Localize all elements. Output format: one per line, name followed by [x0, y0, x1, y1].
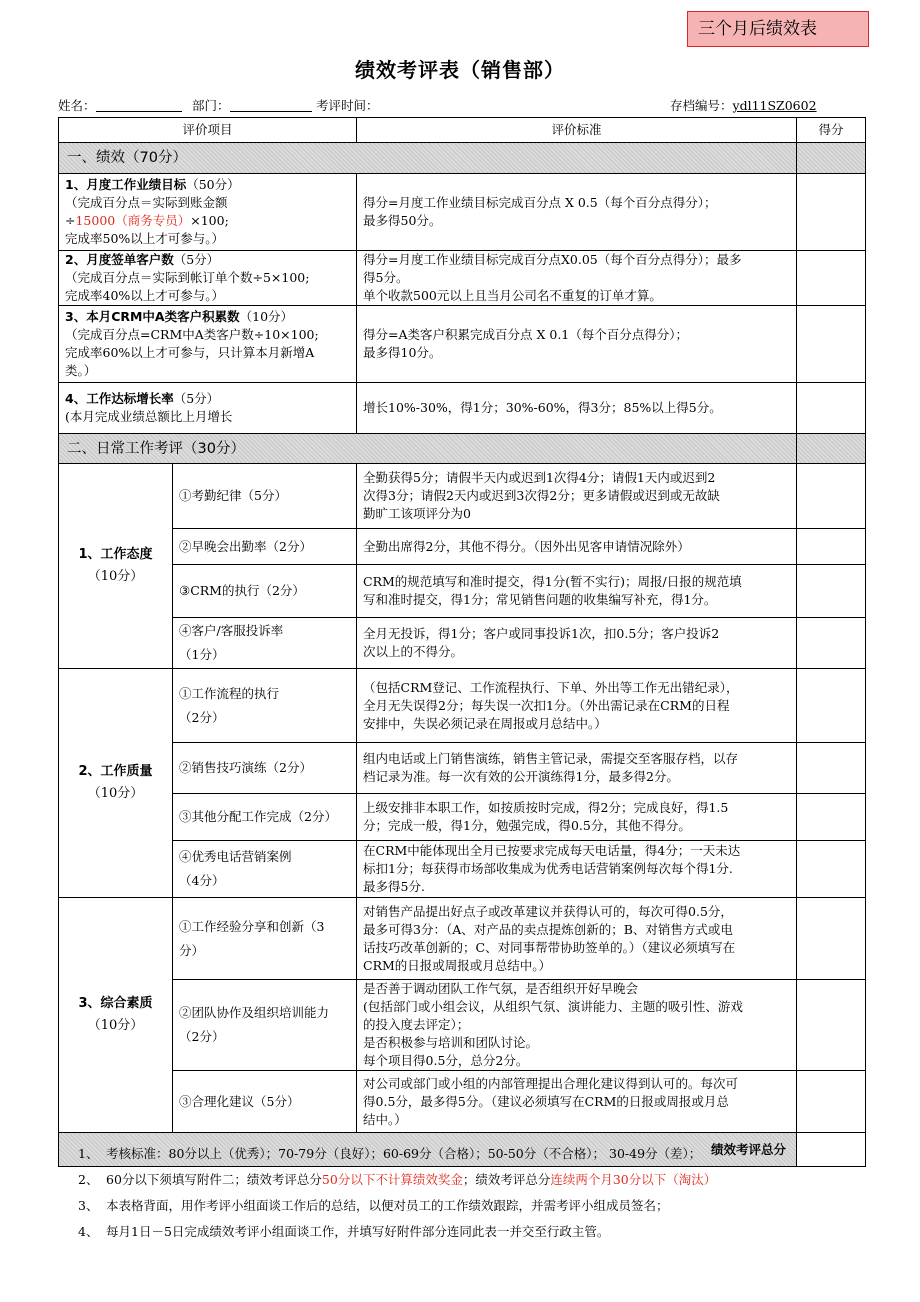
- sub-item: [173, 529, 357, 565]
- criteria-line: 最多得5分.: [363, 879, 425, 894]
- criteria-line: 标扣1分；每获得市场部收集成为优秀电话营销案例每次每个得1分.: [363, 861, 733, 876]
- score-cell[interactable]: [797, 383, 866, 434]
- sub-item-criteria: [357, 618, 797, 669]
- sub-item: [173, 898, 357, 980]
- sub-item-criteria: [357, 841, 797, 898]
- sub-item-criteria: [357, 743, 797, 794]
- table-row: [59, 306, 866, 383]
- criteria-line: 分；完成一般，得1分，勉强完成，得0.5分，其他不得分。: [363, 818, 691, 833]
- category-cell: [59, 669, 173, 898]
- criteria-line: 全月无投诉，得1分；客户或同事投诉1次，扣0.5分；客户投诉2: [363, 626, 720, 641]
- kpi-criteria: [357, 383, 797, 434]
- sub-item-criteria: [357, 794, 797, 841]
- sub-item: [173, 841, 357, 898]
- sub-item-label: （2分）: [179, 709, 225, 725]
- notes: [78, 1141, 878, 1245]
- criteria-line: 得分=月度工作业绩目标完成百分点 X 0.5（每个百分点得分）；: [363, 195, 717, 210]
- kpi-desc: (本月完成业绩总额比上月增长: [65, 409, 233, 424]
- criteria-line: 对公司或部门或小组的内部管理提出合理化建议得到认可的。每次可: [363, 1075, 739, 1091]
- page-title: 绩效考评表（销售部）: [355, 58, 565, 82]
- section-title: 一、绩效（70分）: [59, 143, 797, 174]
- criteria-line: 单个收款500元以上且当月公司名不重复的订单才算。: [363, 288, 662, 303]
- kpi-desc-text: （完成百分点＝实际到账金额÷: [65, 195, 228, 228]
- header-item: 评价项目: [59, 118, 357, 143]
- criteria-line: 勤旷工该项评分为0: [363, 506, 471, 521]
- sub-item: [173, 743, 357, 794]
- note-line: [78, 1219, 878, 1245]
- note-text: ；绩效考评总分: [462, 1172, 551, 1187]
- criteria-line: 最多得10分。: [363, 345, 442, 360]
- criteria-line: 次得3分；请假2天内或迟到3次得2分；更多请假或迟到或无故缺: [363, 488, 720, 503]
- kpi-item: [59, 174, 357, 251]
- sub-item-criteria: [357, 565, 797, 618]
- sub-item: [173, 618, 357, 669]
- dept-label: 部门：: [192, 98, 230, 113]
- table-header: [59, 118, 866, 143]
- note-highlight: 连续两个月30分以下（淘汰）: [550, 1172, 717, 1187]
- kpi-name: 4、工作达标增长率: [65, 391, 174, 406]
- note-number: 4、: [78, 1224, 99, 1239]
- table-row: [59, 841, 866, 898]
- kpi-desc: （完成百分点=CRM中A类客户数÷10×100;: [65, 327, 319, 342]
- kpi-desc: 类。）: [65, 363, 97, 378]
- score-cell[interactable]: [797, 618, 866, 669]
- table-row: [59, 565, 866, 618]
- sub-item-label: （2分）: [179, 1029, 225, 1044]
- archive-number: [670, 96, 817, 116]
- criteria-line: 结中。）: [363, 1111, 407, 1127]
- kpi-desc: [65, 194, 350, 230]
- note-highlight: 50分以下不计算绩效奖金: [321, 1172, 463, 1187]
- kpi-desc: 完成率50%以上才可参与。）: [65, 231, 225, 246]
- table-row: [59, 464, 866, 529]
- note-number: 3、: [78, 1198, 99, 1213]
- criteria-line: 增长10%-30%，得1分；30%-60%，得3分；85%以上得5分。: [363, 400, 722, 415]
- kpi-item: [59, 306, 357, 383]
- kpi-desc: （完成百分点＝实际到帐订单个数÷5×100;: [65, 270, 310, 285]
- note-line: [78, 1193, 878, 1219]
- criteria-line: 全勤出席得2分，其他不得分。（因外出见客申请情况除外）: [363, 538, 690, 554]
- total-label: 绩效考评总分: [59, 1133, 797, 1167]
- category-name: 3、综合素质: [78, 996, 153, 1011]
- criteria-line: 最多得50分。: [363, 213, 442, 228]
- sub-item-criteria: [357, 898, 797, 980]
- table-row: [59, 794, 866, 841]
- table-row: [59, 1071, 866, 1133]
- score-cell[interactable]: [797, 174, 866, 251]
- note-text: 60分以下须填写附件二；绩效考评总分: [106, 1172, 322, 1187]
- kpi-points: （50分）: [186, 177, 240, 192]
- criteria-line: （包括CRM登记、工作流程执行、下单、外出等工作无出错纪录），: [363, 679, 739, 695]
- category-cell: [59, 464, 173, 669]
- kpi-points: （5分）: [173, 391, 220, 406]
- criteria-line: 得分=月度工作业绩目标完成百分点X0.05（每个百分点得分）；最多: [363, 252, 742, 267]
- table-row: [59, 529, 866, 565]
- score-cell: [797, 434, 866, 464]
- category-points: （10分）: [87, 786, 144, 801]
- score-cell[interactable]: [797, 306, 866, 383]
- sub-item-label: ②早晚会出勤率（2分）: [179, 538, 312, 554]
- sub-item-label: ③其他分配工作完成（2分）: [179, 809, 337, 824]
- table-row: [59, 898, 866, 980]
- note-line: [78, 1141, 878, 1167]
- sub-item-criteria: [357, 980, 797, 1071]
- table-row: [59, 618, 866, 669]
- sub-item-criteria: [357, 1071, 797, 1133]
- section-row: [59, 143, 866, 174]
- table-row: [59, 251, 866, 306]
- note-text: 每月1日－5日完成绩效考评小组面谈工作，并填写好附件部分连同此表一并交至行政主管。: [106, 1224, 610, 1239]
- criteria-line: 安排中，失误必须记录在周报或月总结中。）: [363, 715, 607, 731]
- criteria-line: 得分=A类客户积累完成百分点 X 0.1（每个百分点得分）；: [363, 327, 688, 342]
- table-row: [59, 980, 866, 1071]
- section-row: [59, 434, 866, 464]
- score-cell[interactable]: [797, 794, 866, 841]
- category-name: 1、工作态度: [78, 547, 153, 562]
- table-row: [59, 383, 866, 434]
- sub-item: [173, 794, 357, 841]
- score-cell[interactable]: [797, 251, 866, 306]
- name-field[interactable]: [58, 96, 182, 116]
- criteria-line: 得0.5分，最多得5分。（建议必须填写在CRM的日报或周报或月总: [363, 1093, 729, 1109]
- criteria-line: 对销售产品提出好点子或改革建议并获得认可的，每次可得0.5分，: [363, 903, 733, 919]
- sub-item: [173, 980, 357, 1071]
- category-cell: [59, 898, 173, 1133]
- criteria-line: 上级安排非本职工作，如按质按时完成，得2分；完成良好，得1.5: [363, 800, 729, 815]
- kpi-item: [59, 383, 357, 434]
- score-cell[interactable]: [797, 898, 866, 980]
- criteria-line: 是否善于调动团队工作气氛，是否组织开好早晚会: [363, 981, 639, 996]
- score-cell[interactable]: [797, 464, 866, 529]
- sub-item-label: ②团队协作及组织培训能力: [179, 1005, 330, 1020]
- time-label: 考评时间：: [316, 98, 379, 113]
- sub-item-label: ③合理化建议（5分）: [179, 1093, 300, 1109]
- sub-item-label: ③CRM的执行（2分）: [179, 583, 305, 598]
- score-cell[interactable]: [797, 1071, 866, 1133]
- sub-item: [173, 464, 357, 529]
- criteria-line: CRM的日报或周报或月总结中。）: [363, 957, 552, 973]
- dept-field[interactable]: [192, 96, 312, 116]
- archive-label: 存档编号：: [670, 98, 733, 113]
- sub-item-label: ④优秀电话营销案例: [179, 849, 292, 864]
- sub-item-label: （4分）: [179, 873, 225, 888]
- table-row: [59, 174, 866, 251]
- criteria-line: 次以上的不得分。: [363, 644, 464, 659]
- criteria-line: 话技巧改革创新的；C、对同事帮带协助签单的。）（建议必须填写在: [363, 939, 736, 955]
- criteria-line: 全勤获得5分；请假半天内或迟到1次得4分；请假1天内或迟到2: [363, 470, 716, 485]
- score-cell: [797, 143, 866, 174]
- score-cell[interactable]: [797, 841, 866, 898]
- sub-item: [173, 669, 357, 743]
- name-label: 姓名：: [58, 98, 96, 113]
- note-text: 考核标准：80分以上（优秀）；70-79分（良好）；60-69分（合格）；50-50分（不合格）； 30-49分（差）；: [106, 1146, 702, 1161]
- sub-item-label: ①工作经验分享和创新（3: [179, 918, 325, 934]
- table-row: [59, 743, 866, 794]
- note-number: 2、: [78, 1172, 99, 1187]
- kpi-name: 3、本月CRM中A类客户积累数: [65, 309, 240, 324]
- criteria-line: 写和准时提交，得1分；常见销售问题的收集编写补充，得1分。: [363, 592, 717, 607]
- kpi-target-highlight: 15000（商务专员）: [75, 213, 191, 228]
- note-line: [78, 1167, 878, 1193]
- sub-item-label: ④客户/客服投诉率: [179, 623, 284, 638]
- score-cell[interactable]: [797, 529, 866, 565]
- note-number: 1、: [78, 1146, 99, 1161]
- score-cell[interactable]: [797, 669, 866, 743]
- archive-value: ydl11SZ0602: [732, 98, 817, 113]
- criteria-line: 全月无失误得2分；每失误一次扣1分。（外出需记录在CRM的日程: [363, 697, 730, 713]
- criteria-line: 的投入度去评定）；: [363, 1017, 470, 1032]
- criteria-line: 最多可得3分：（A、对产品的卖点提炼创新的；B、对销售方式或电: [363, 921, 733, 937]
- kpi-item: [59, 251, 357, 306]
- sub-item-criteria: [357, 464, 797, 529]
- status-badge: 三个月后绩效表: [687, 11, 869, 47]
- sub-item: [173, 565, 357, 618]
- note-text: 本表格背面，用作考评小组面谈工作后的总结，以便对员工的工作绩效跟踪，并需考评小组成员签名；: [106, 1198, 669, 1213]
- kpi-desc-text: ×100;: [190, 213, 229, 228]
- section-title: 二、日常工作考评（30分）: [59, 434, 797, 464]
- kpi-desc: 完成率40%以上才可参与。）: [65, 288, 225, 303]
- sub-item: [173, 1071, 357, 1133]
- criteria-line: 组内电话或上门销售演练，销售主管记录，需提交至客服存档，以存: [363, 751, 739, 766]
- kpi-name: 1、月度工作业绩目标: [65, 177, 187, 192]
- score-cell[interactable]: [797, 565, 866, 618]
- kpi-criteria: [357, 174, 797, 251]
- criteria-line: 每个项目得0.5分，总分2分。: [363, 1053, 529, 1068]
- criteria-line: CRM的规范填写和准时提交，得1分(暂不实行)；周报/日报的规范填: [363, 574, 742, 589]
- sub-item-criteria: [357, 529, 797, 565]
- header-score: 得分: [797, 118, 866, 143]
- form-meta: [58, 96, 864, 116]
- kpi-name: 2、月度签单客户数: [65, 252, 174, 267]
- sub-item-label: ①考勤纪律（5分）: [179, 488, 287, 503]
- sub-item-criteria: [357, 669, 797, 743]
- criteria-line: (包括部门或小组会议，从组织气氛、演讲能力、主题的吸引性、游戏: [363, 999, 743, 1014]
- score-cell[interactable]: [797, 743, 866, 794]
- header-criteria: 评价标准: [357, 118, 797, 143]
- category-points: （10分）: [87, 569, 144, 584]
- criteria-line: 在CRM中能体现出全月已按要求完成每天电话量，得4分；一天未达: [363, 843, 741, 858]
- criteria-line: 档记录为准。每一次有效的公开演练得1分，最多得2分。: [363, 769, 679, 784]
- criteria-line: 是否积极参与培训和团队讨论。: [363, 1035, 539, 1050]
- evaluation-table: [58, 117, 866, 1167]
- category-points: （10分）: [87, 1018, 144, 1033]
- kpi-desc: 完成率60%以上才可参与，只计算本月新增A: [65, 345, 315, 360]
- sub-item-label: （1分）: [179, 647, 225, 662]
- kpi-criteria: [357, 306, 797, 383]
- category-name: 2、工作质量: [78, 764, 153, 779]
- criteria-line: 得5分。: [363, 270, 409, 285]
- sub-item-label: ①工作流程的执行: [179, 685, 280, 701]
- score-cell[interactable]: [797, 980, 866, 1071]
- sub-item-label: 分）: [179, 942, 205, 958]
- table-row: [59, 669, 866, 743]
- kpi-criteria: [357, 251, 797, 306]
- kpi-points: （10分）: [239, 309, 294, 324]
- sub-item-label: ②销售技巧演练（2分）: [179, 760, 312, 775]
- kpi-points: （5分）: [173, 252, 220, 267]
